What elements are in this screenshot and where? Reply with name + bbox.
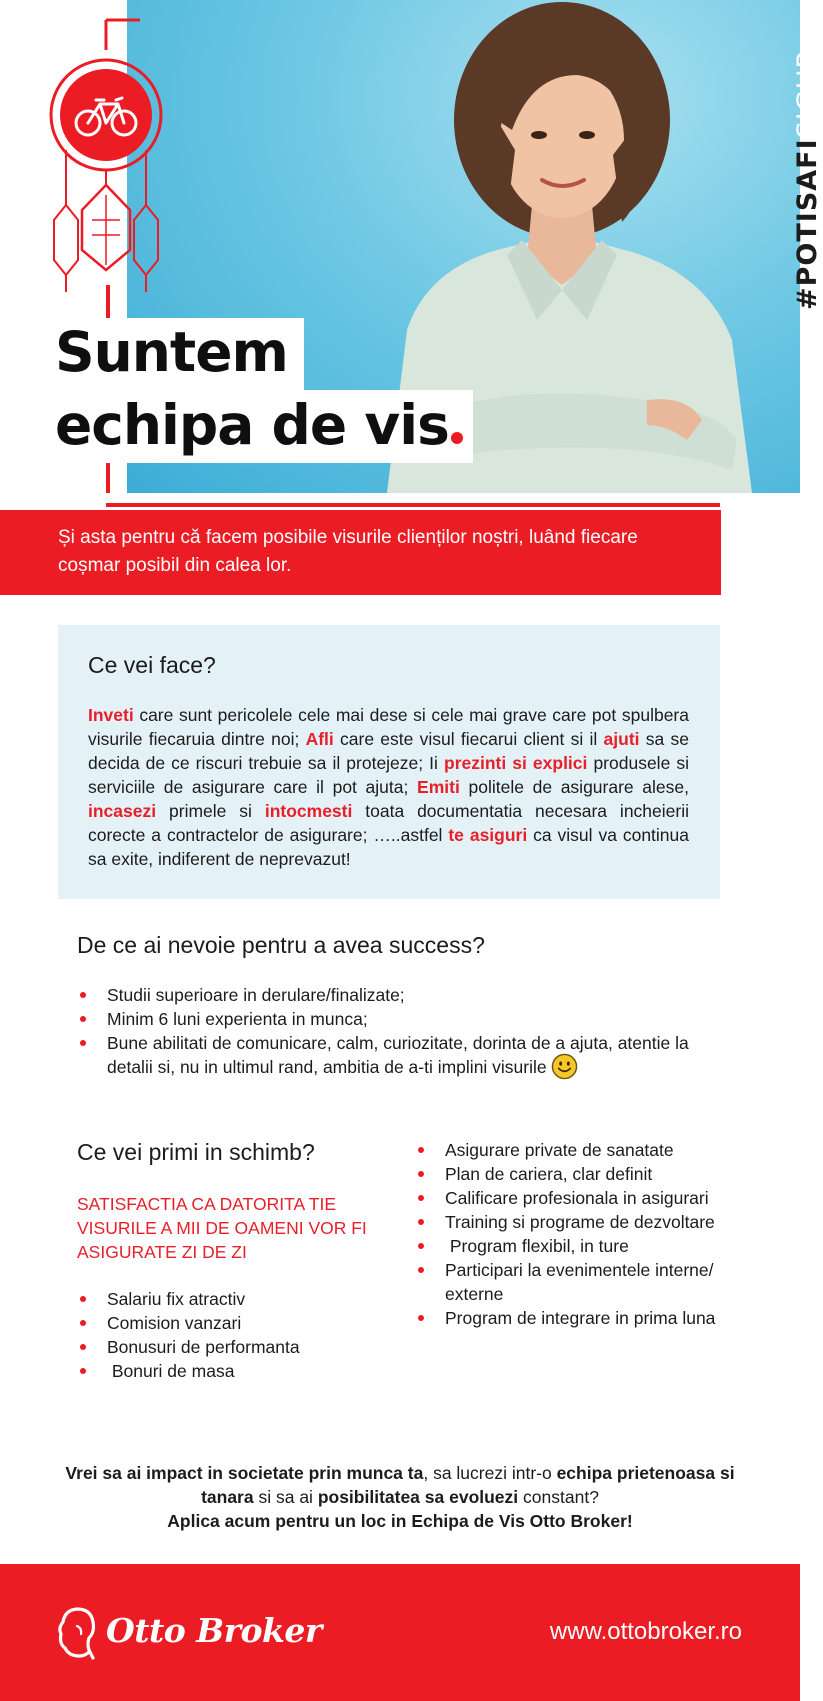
hero-subtitle: Și asta pentru că facem posibile visurile clienților noștri, luând fiecare coșmar posibil din calea lor. [58, 527, 638, 576]
list-item-text: Minim 6 luni experienta in munca; [107, 1009, 368, 1029]
call-to-action [60, 1461, 740, 1533]
hashtag-light: SIGUR [792, 48, 823, 139]
hashtag-vertical [764, 20, 823, 310]
list-item-text: Salariu fix atractiv [107, 1289, 246, 1309]
body-text: sa se decida de ce riscuri trebuie sa il protejeze; Ii [88, 729, 689, 773]
footer [0, 1564, 800, 1701]
list-item [78, 983, 728, 1007]
cta-bold-1: Vrei sa ai impact in societate prin munca ta [65, 1463, 424, 1483]
body-text: produsele si serviciile de asigurare care il pot ajuta; [88, 753, 689, 797]
list-item-text: Asigurare private de sanatate [445, 1140, 674, 1160]
list-item-text: Bonusuri de performanta [107, 1337, 300, 1357]
list-item [78, 1031, 728, 1080]
cta-text-1: , sa lucrezi intr-o [423, 1463, 557, 1483]
website-link[interactable]: www.ottobroker.ro [549, 1618, 742, 1645]
list-item [416, 1210, 736, 1234]
requirements-list [78, 983, 728, 1080]
cta-apply-line: Aplica acum pentru un loc in Echipa de Vis Otto Broker! [167, 1511, 633, 1531]
list-item-text: Program flexibil, in ture [445, 1236, 629, 1256]
highlighted-verb: ajuti [603, 729, 640, 749]
hero-title-line2-text: echipa de vis [55, 393, 449, 457]
highlighted-verb: prezinti si explici [444, 753, 588, 773]
list-item [416, 1186, 736, 1210]
cta-bold-2: echipa prietenoasa si tanara [201, 1463, 735, 1507]
list-item-text: Participari la evenimentele interne/ externe [445, 1260, 714, 1304]
cta-bold-3: posibilitatea sa evoluezi [317, 1487, 519, 1507]
bicycle-dreamcatcher-icon [40, 20, 175, 295]
what-you-do-section [58, 625, 720, 899]
list-item-text: Plan de cariera, clar definit [445, 1164, 653, 1184]
list-item [78, 1335, 358, 1359]
list-item [416, 1234, 736, 1258]
list-item [416, 1162, 736, 1186]
requirements-title: De ce ai nevoie pentru a avea success? [77, 932, 485, 958]
hashtag-bold: #POTISAFI [792, 138, 823, 310]
benefits-list-left [78, 1287, 358, 1383]
list-item [78, 1311, 358, 1335]
otto-broker-logo-icon [55, 1604, 99, 1662]
list-item-text: Training si programe de dezvoltare [445, 1212, 715, 1232]
highlighted-verb: incasezi [88, 801, 157, 821]
highlighted-verb: Inveti [88, 705, 134, 725]
highlighted-verb: te asiguri [448, 825, 528, 845]
list-item-text: Studii superioare in derulare/finalizate; [107, 985, 405, 1005]
smiley-icon [551, 1053, 578, 1080]
list-item [78, 1287, 358, 1311]
benefits-highlight: SATISFACTIA CA DATORITA TIE VISURILE A MII DE OAMENI VOR FI ASIGURATE ZI DE ZI [77, 1194, 367, 1262]
what-you-do-title: Ce vei face? [88, 652, 216, 678]
cta-text-2: si sa ai [253, 1487, 318, 1507]
cta-text-3: constant? [518, 1487, 599, 1507]
list-item [416, 1258, 736, 1306]
list-item-text: Bune abilitati de comunicare, calm, curiozitate, dorinta de a ajuta, atentie la detalii si, nu in ultimul rand, ambitia de a-ti implini visurile [107, 1033, 689, 1077]
body-text: politele de asigurare alese, [459, 777, 690, 797]
highlighted-verb: Emiti [417, 777, 460, 797]
list-item-text: Calificare profesionala in asigurari [445, 1188, 709, 1208]
list-item-text: Comision vanzari [107, 1313, 242, 1333]
white-divider [100, 493, 717, 510]
list-item [416, 1306, 736, 1330]
list-item-text: Program de integrare in prima luna [445, 1308, 716, 1328]
hero-section [0, 0, 823, 595]
list-item [416, 1138, 736, 1162]
hero-title-line1: Suntem [55, 320, 288, 384]
body-text: care este visul fiecarui client si il [333, 729, 604, 749]
what-you-do-body [88, 703, 689, 871]
highlighted-verb: intocmesti [264, 801, 353, 821]
decorative-red-line-horizontal [106, 503, 720, 507]
benefits-list-right [416, 1138, 736, 1330]
benefits-title: Ce vei primi in schimb? [77, 1139, 315, 1165]
list-item [78, 1359, 358, 1383]
highlighted-verb: Afli [305, 729, 334, 749]
body-text: toata documentatia necesara incheierii corecte a contractelor de asigurare; …..astfel [88, 801, 689, 845]
red-dot-icon [451, 432, 463, 444]
otto-broker-logo-text: Otto Broker [106, 1611, 322, 1650]
list-item-text: Bonuri de masa [107, 1361, 235, 1381]
hero-title-line2 [55, 393, 463, 457]
list-item [78, 1007, 728, 1031]
body-text: care sunt pericolele cele mai dese si cele mai grave care pot spulbera visurile fiecaruia dintre noi; [88, 705, 689, 749]
hero-subtitle-band [0, 510, 721, 595]
body-text: primele si [156, 801, 265, 821]
body-text: ca visul va continua sa exite, indiferent de neprevazut! [88, 825, 689, 869]
